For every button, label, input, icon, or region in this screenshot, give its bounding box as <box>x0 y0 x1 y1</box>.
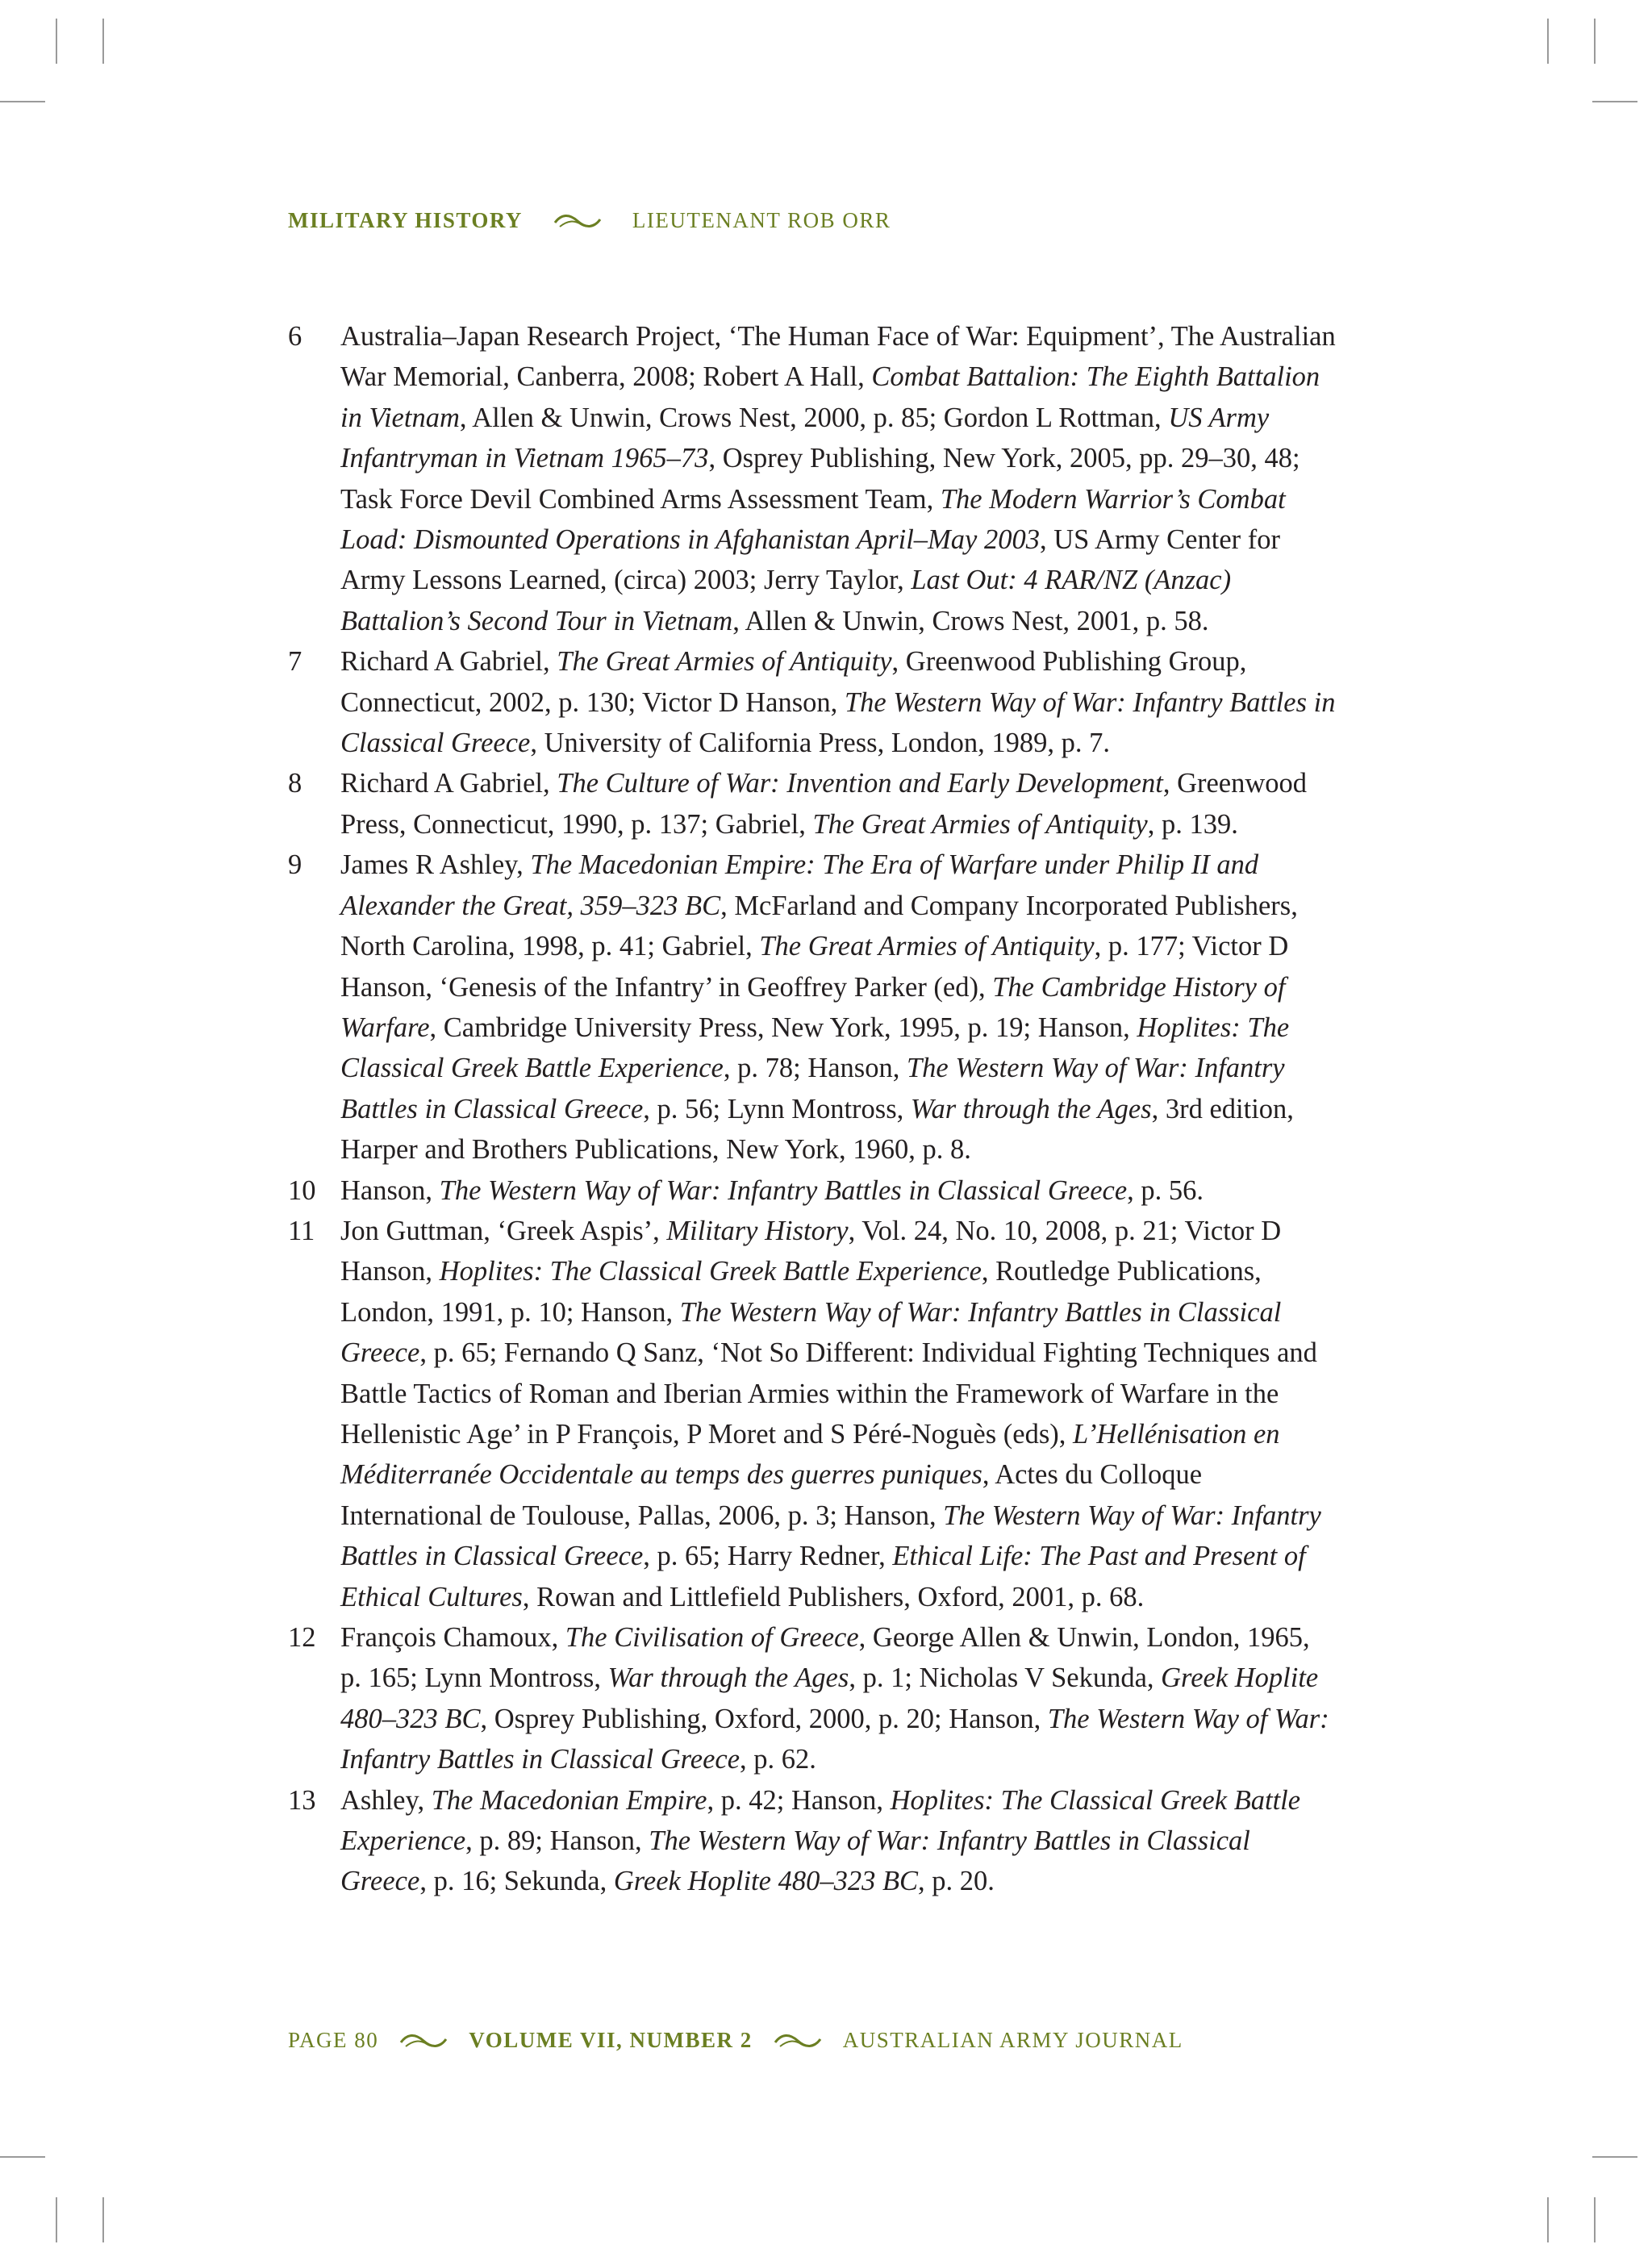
swash-ornament-icon <box>399 2030 448 2051</box>
citation-title: The Western Way of War: Infantry Battles in Classical Greece <box>439 1174 1128 1206</box>
citation-title: The Great Armies of Antiquity <box>812 808 1148 840</box>
endnote-text <box>340 1211 1337 1617</box>
endnote-number: 8 <box>288 768 302 799</box>
citation-text: , Osprey Publishing, New York, 2005, pp. 29–30, 48; Task Force Devil Combined Arms Assessment Team, <box>340 443 1300 515</box>
citation-title: The Western Way of War: Infantry Battles in Classical Greece <box>340 1825 1250 1897</box>
citation-title: The Western Way of War: Infantry Battles in Classical Greece <box>340 1703 1329 1775</box>
citation-text: , p. 65; Harry Redner, <box>643 1541 893 1572</box>
endnote-number: 11 <box>288 1215 315 1246</box>
citation-title: The Western Way of War: Infantry Battles in Classical Greece <box>340 1053 1285 1124</box>
citation-text: , Osprey Publishing, Oxford, 2000, p. 20; Hanson, <box>480 1703 1048 1734</box>
citation-title: Hoplites: The Classical Greek Battle Experience <box>340 1012 1290 1084</box>
endnote-text <box>340 1170 1337 1211</box>
citation-title: US Army Infantryman in Vietnam 1965–73 <box>340 402 1270 474</box>
endnote-number: 10 <box>288 1174 316 1206</box>
citation-title: The Western Way of War: Infantry Battles in Classical Greece <box>340 1500 1321 1572</box>
citation-text: Richard A Gabriel, <box>340 646 557 678</box>
citation-text: , p. 65; Fernando Q Sanz, ‘Not So Different: Individual Fighting Techniques and Battle Tactics of Roman and Iberian Armies within the Framework of Warfare in the Hellenistic Age’ in P François, P Moret and S Péré-Noguès (eds), <box>340 1337 1317 1450</box>
citation-title: Combat Battalion: The Eighth Battalion in Vietnam <box>340 361 1320 433</box>
section-title: MILITARY HISTORY <box>288 208 523 232</box>
citation-title: The Culture of War: Invention and Early Development <box>557 768 1163 799</box>
citation-text: , Rowan and Littlefield Publishers, Oxford, 2001, p. 68. <box>522 1581 1145 1612</box>
citation-text: James R Ashley, <box>340 849 531 881</box>
citation-text: Hanson, <box>340 1174 440 1206</box>
citation-title: The Great Armies of Antiquity <box>759 931 1095 962</box>
citation-text: , p. 1; Nicholas V Sekunda, <box>849 1662 1162 1694</box>
citation-title: The Western Way of War: Infantry Battles in Classical Greece <box>340 686 1336 759</box>
endnote-text <box>340 1780 1337 1902</box>
citation-title: The Cambridge History of Warfare <box>340 971 1286 1043</box>
citation-text: , p. 62. <box>740 1744 816 1775</box>
citation-text: , Greenwood Press, Connecticut, 1990, p. 137; Gabriel, <box>340 768 1308 840</box>
citation-title: Ethical Life: The Past and Present of Ethical Cultures <box>340 1541 1306 1612</box>
citation-text: , George Allen & Unwin, London, 1965, p. 165; Lynn Montross, <box>340 1622 1310 1694</box>
citation-text: , p. 56; Lynn Montross, <box>643 1093 911 1124</box>
crop-mark <box>102 2197 104 2242</box>
crop-mark <box>1594 19 1596 64</box>
crop-mark <box>1547 2197 1549 2242</box>
endnote-number: 9 <box>288 849 302 881</box>
endnote-item <box>288 1617 1337 1780</box>
citation-title: The Great Armies of Antiquity <box>557 646 892 678</box>
citation-title: The Modern Warrior’s Combat Load: Dismounted Operations in Afghanistan April–May 2003 <box>340 483 1286 556</box>
citation-text: Ashley, <box>340 1784 432 1816</box>
crop-mark <box>56 19 57 64</box>
citation-title: The Western Way of War: Infantry Battles in Classical Greece <box>340 1296 1282 1369</box>
citation-title: Hoplites: The Classical Greek Battle Experience <box>340 1784 1301 1857</box>
citation-title: Last Out: 4 RAR/NZ (Anzac) Battalion’s Second Tour in Vietnam <box>340 565 1232 636</box>
citation-text: , Greenwood Publishing Group, Connecticut, 2002, p. 130; Victor D Hanson, <box>340 646 1247 718</box>
crop-mark <box>0 101 45 102</box>
running-head <box>288 208 891 233</box>
citation-text: , p. 177; Victor D Hanson, ‘Genesis of the Infantry’ in Geoffrey Parker (ed), <box>340 931 1289 1003</box>
citation-text: , p. 139. <box>1147 808 1238 840</box>
crop-mark <box>1594 2197 1596 2242</box>
citation-title: Greek Hoplite 480–323 BC <box>340 1662 1319 1734</box>
endnote-number: 7 <box>288 646 302 678</box>
crop-mark <box>56 2197 57 2242</box>
citation-text: , Actes du Colloque International de Toulouse, Pallas, 2006, p. 3; Hanson, <box>340 1459 1203 1531</box>
citation-title: The Macedonian Empire <box>431 1784 707 1816</box>
volume-label: VOLUME VII, NUMBER 2 <box>469 2028 753 2052</box>
citation-text: , University of California Press, London, 1989, p. 7. <box>530 728 1111 759</box>
endnote-number: 13 <box>288 1784 316 1816</box>
citation-title: Greek Hoplite 480–323 BC <box>613 1866 919 1897</box>
citation-text: , Vol. 24, No. 10, 2008, p. 21; Victor D Hanson, <box>340 1215 1282 1287</box>
endnote-item <box>288 1780 1337 1902</box>
citation-text: Australia–Japan Research Project, ‘The Human Face of War: Equipment’, The Australian War Memorial, Canberra, 2008; Robert A Hall, <box>340 321 1336 393</box>
citation-text: , p. 89; Hanson, <box>465 1825 649 1857</box>
citation-text: , Routledge Publications, London, 1991, p. 10; Hanson, <box>340 1256 1262 1328</box>
author-name: LIEUTENANT ROB ORR <box>632 208 891 232</box>
citation-text: , 3rd edition, Harper and Brothers Publications, New York, 1960, p. 8. <box>340 1093 1294 1166</box>
endnote-text <box>340 845 1337 1170</box>
citation-text: , p. 42; Hanson, <box>707 1784 891 1816</box>
citation-text: Richard A Gabriel, <box>340 768 557 799</box>
crop-mark <box>102 19 104 64</box>
citation-text: , US Army Center for Army Lessons Learned, (circa) 2003; Jerry Taylor, <box>340 524 1280 596</box>
citation-text: , p. 78; Hanson, <box>723 1053 907 1084</box>
crop-mark <box>0 2156 45 2158</box>
endnote-text <box>340 316 1337 641</box>
endnote-number: 12 <box>288 1622 316 1653</box>
citation-title: The Macedonian Empire: The Era of Warfare under Philip II and Alexander the Great, 359–323 BC <box>340 849 1259 921</box>
endnote-item <box>288 316 1337 641</box>
citation-text: , Allen & Unwin, Crows Nest, 2000, p. 85; Gordon L Rottman, <box>459 402 1169 433</box>
endnote-text <box>340 763 1337 845</box>
citation-title: Military History <box>666 1215 849 1246</box>
page-number: PAGE 80 <box>288 2028 379 2052</box>
swash-ornament-icon <box>553 211 602 232</box>
endnotes-list <box>288 316 1337 1902</box>
citation-text: , McFarland and Company Incorporated Publishers, North Carolina, 1998, p. 41; Gabriel, <box>340 890 1298 962</box>
citation-text: , p. 16; Sekunda, <box>419 1866 614 1897</box>
citation-text: , Allen & Unwin, Crows Nest, 2001, p. 58. <box>732 605 1209 636</box>
endnote-item <box>288 845 1337 1170</box>
citation-title: L’Hellénisation en Méditerranée Occidentale au temps des guerres puniques <box>340 1418 1280 1491</box>
endnote-text <box>340 1617 1337 1780</box>
citation-text: Jon Guttman, ‘Greek Aspis’, <box>340 1215 667 1246</box>
journal-name: AUSTRALIAN ARMY JOURNAL <box>842 2028 1183 2052</box>
swash-ornament-icon <box>774 2030 822 2051</box>
endnote-number: 6 <box>288 321 302 352</box>
endnote-item <box>288 763 1337 845</box>
endnote-item <box>288 1170 1337 1211</box>
citation-text: , p. 56. <box>1127 1174 1204 1206</box>
crop-mark <box>1592 2156 1637 2158</box>
citation-text: François Chamoux, <box>340 1622 565 1653</box>
citation-title: The Civilisation of Greece <box>565 1622 859 1653</box>
crop-mark <box>1547 19 1549 64</box>
crop-mark <box>1592 101 1637 102</box>
citation-text: , Cambridge University Press, New York, 1995, p. 19; Hanson, <box>429 1012 1137 1043</box>
citation-title: Hoplites: The Classical Greek Battle Experience <box>439 1256 982 1287</box>
endnote-item <box>288 1211 1337 1617</box>
endnote-text <box>340 641 1337 763</box>
citation-title: War through the Ages <box>910 1093 1152 1124</box>
page-footer <box>288 2028 1183 2053</box>
citation-text: , p. 20. <box>918 1866 995 1897</box>
citation-title: War through the Ages <box>607 1662 849 1694</box>
endnote-item <box>288 641 1337 763</box>
